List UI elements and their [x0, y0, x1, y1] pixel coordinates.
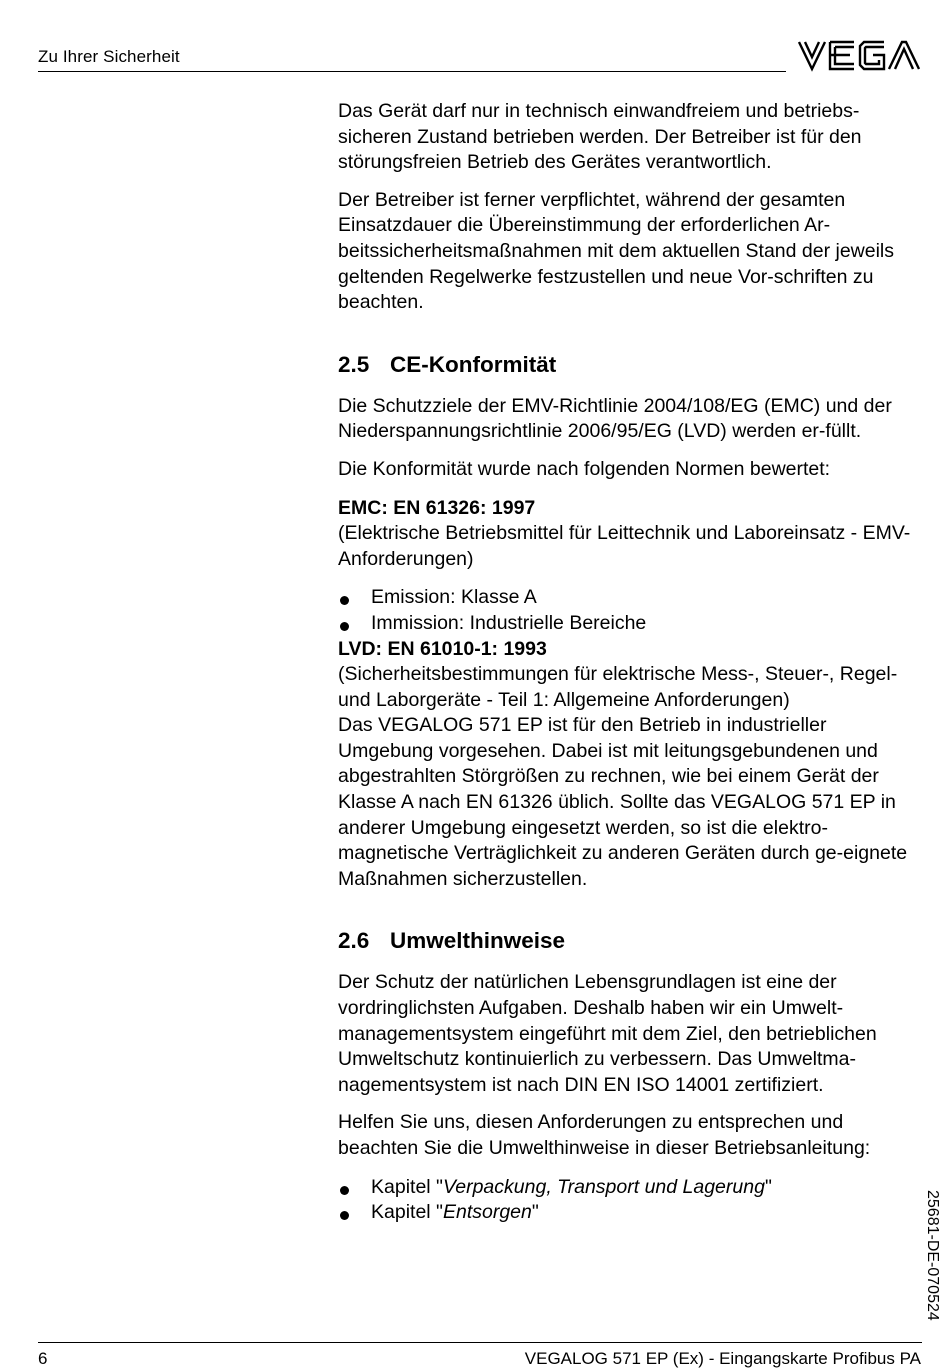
- list-item: Emission: Klasse A: [338, 585, 926, 611]
- page-number: 6: [38, 1349, 48, 1368]
- list-item: Immission: Industrielle Bereiche: [338, 611, 926, 637]
- section-heading-umwelt: [338, 928, 926, 954]
- umwelt-list: [338, 1175, 926, 1226]
- ce-paragraph-3: Das VEGALOG 571 EP ist für den Betrieb in industrieller Umgebung vorgesehen. Dabei ist mit leitungsgebundenen und abgestrahlten Störgrößen zu rechnen, wie bei einem Gerät der Klasse A nach EN 61326 üblich. Sollte das VEGALOG 571 EP in anderer Umgebung eingesetzt werden, so ist die elektro-magnetische Verträglichkeit zu anderen Geräten durch ge-eignete Maßnahmen sicherzustellen.: [338, 714, 908, 890]
- emc-heading: EMC: EN 61326: 1997: [338, 496, 536, 519]
- bullet-icon: [340, 622, 349, 631]
- section-title: Umwelthinweise: [390, 928, 566, 954]
- emc-list: [338, 585, 926, 636]
- section-umwelthinweise: [338, 928, 926, 1225]
- bullet-icon: [340, 1211, 349, 1220]
- umwelt-paragraph-2: Helfen Sie uns, diesen Anforderungen zu entsprechen und beachten Sie die Umwelthinweise in dieser Betriebsanleitung:: [338, 1111, 871, 1159]
- document-code: 25681-DE-070524: [924, 1190, 941, 1321]
- emc-block: [338, 496, 926, 573]
- list-item: Kapitel "Entsorgen": [338, 1200, 926, 1226]
- footer-title: VEGALOG 571 EP (Ex) - Eingangskarte Profibus PA: [524, 1349, 921, 1368]
- intro-paragraph-1: Das Gerät darf nur in technisch einwandfreiem und betriebs-sicheren Zustand betrieben werden. Der Betreiber ist für den störungsfreien Betrieb des Gerätes verantwortlich.: [338, 100, 862, 174]
- section-heading-ce: [338, 352, 926, 378]
- main-content: [338, 99, 926, 1226]
- bullet-icon: [340, 596, 349, 605]
- ce-paragraph-1: Die Schutzziele der EMV-Richtlinie 2004/108/EG (EMC) und der Niederspannungsrichtlinie 2006/95/EG (LVD) werden er-füllt.: [338, 394, 892, 443]
- page-header-title: Zu Ihrer Sicherheit: [38, 47, 180, 66]
- section-number: 2.6: [338, 928, 370, 954]
- section-title: CE-Konformität: [390, 351, 557, 377]
- footer-rule: [38, 1342, 922, 1343]
- section-number: 2.5: [338, 351, 370, 377]
- intro-paragraph-2: Der Betreiber ist ferner verpflichtet, während der gesamten Einsatzdauer die Übereinstimmung der erforderlichen Ar-beitssicherheitsmaßnahmen mit dem aktuellen Stand der jeweils geltenden Regelwerke festzustellen und neue Vor-schriften zu beachten.: [338, 188, 895, 314]
- ce-paragraph-2: Die Konformität wurde nach folgenden Normen bewertet:: [338, 457, 831, 480]
- list-item: Kapitel "Verpackung, Transport und Lagerung": [338, 1175, 926, 1201]
- lvd-block: [338, 637, 926, 714]
- umwelt-paragraph-1: Der Schutz der natürlichen Lebensgrundlagen ist eine der vordringlichsten Aufgaben. Deshalb haben wir ein Umwelt-managementsystem eingeführt mit dem Ziel, den betrieblichen Umweltschutz kontinuierlich zu verbessern. Das Umweltma-nagementsystem ist nach DIN EN ISO 14001 zertifiziert.: [338, 971, 877, 1096]
- emc-description: (Elektrische Betriebsmittel für Leittechnik und Laboreinsatz - EMV-Anforderungen): [338, 522, 911, 570]
- lvd-description: (Sicherheitsbestimmungen für elektrische Mess-, Steuer-, Regel- und Laborgeräte - Teil 1: Allgemeine Anforderungen): [338, 663, 898, 711]
- vega-logo: [796, 36, 922, 74]
- header-rule: [38, 71, 786, 72]
- section-ce-konformitaet: [338, 352, 926, 893]
- bullet-icon: [340, 1186, 349, 1195]
- lvd-heading: LVD: EN 61010-1: 1993: [338, 637, 547, 660]
